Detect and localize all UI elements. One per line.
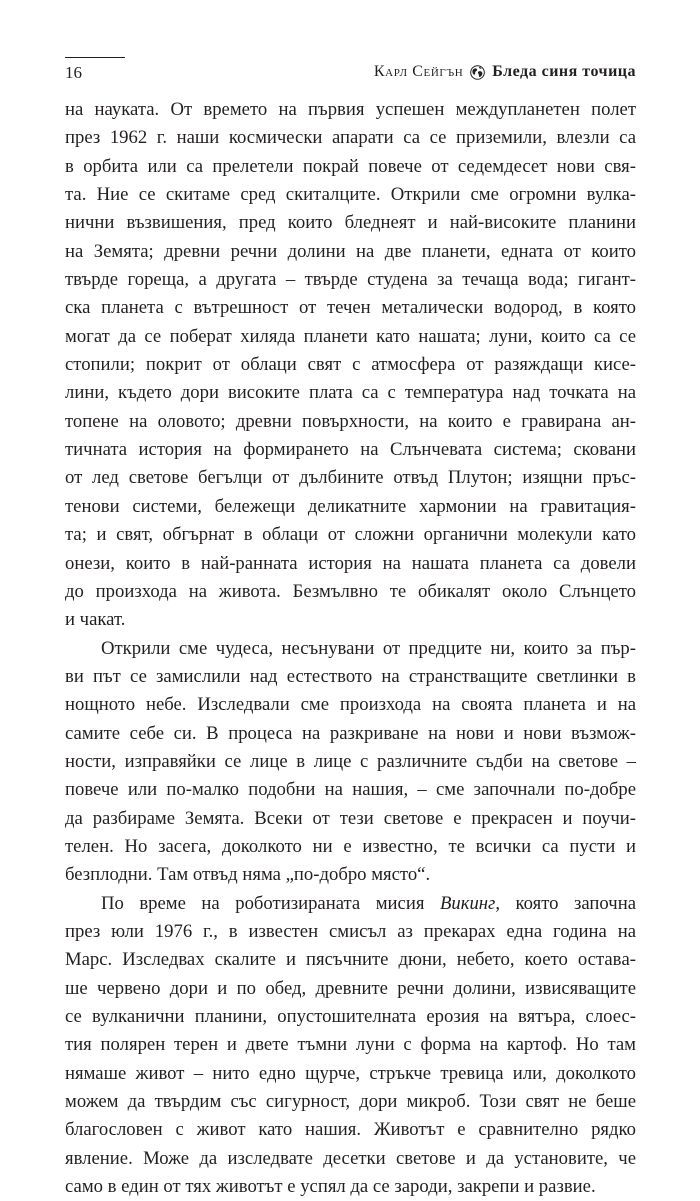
header-rule	[65, 57, 125, 58]
text-line: та; и свят, обгърнат в облаци от сложни органични молекули като	[65, 524, 636, 546]
paragraph	[65, 96, 636, 635]
text-line: лини, където дори високите плата са с температура над точката на	[65, 382, 636, 404]
text-line: топене на оловото; древни повърхности, на които е гравирана ан-	[65, 410, 636, 432]
text-line: да разбираме Земята. Всеки от тези светове е прекрасен и поучи-	[65, 807, 636, 829]
text-line: самите себе си. В процеса на разкриване на нови и нови възмож-	[65, 722, 636, 744]
body-text	[65, 96, 636, 1201]
text-line: могат да се поберат хиляда планети като нашата; луни, които са се	[65, 325, 636, 347]
book-title: Бледа синя точица	[492, 63, 636, 80]
text-line: през юли 1976 г., в известен смисъл аз прекарах една година на	[65, 920, 636, 942]
text-line: в орбита или са прелетели покрай повече от седемдесет нови свя-	[65, 155, 636, 177]
mission-name: Викинг	[439, 892, 496, 914]
text-line	[65, 890, 636, 918]
text-line: Марс. Изследвах скалите и пясъчните дюни, небето, което оставa-	[65, 949, 636, 971]
text-line: ви път се замислили над естеството на странстващите светлинки в	[65, 665, 636, 687]
text-line: можем да твърдим със сигурност, дори микроб. Този свят не беше	[65, 1091, 636, 1113]
text-line: благословен с живот като нашия. Животът е сравнително рядко	[65, 1119, 636, 1141]
paragraph	[65, 635, 636, 890]
text-line: тенови системи, бележещи деликатните хармонии на гравитация-	[65, 495, 636, 517]
text-line: ска планета с вътрешност от течен металически водород, в която	[65, 297, 636, 319]
text-line: нични възвишения, пред които бледнеят и най-високите планини	[65, 212, 636, 234]
text-line: повече или по-малко подобни на нашия, – сме започнали по-добре	[65, 779, 636, 801]
text-run: , която започна	[495, 892, 636, 914]
text-line: се вулканични планини, опустошителната ерозия на вятъра, слоес-	[65, 1006, 636, 1027]
author-name: Карл Сейгън	[373, 63, 464, 80]
text-line: Открили сме чудеса, несънувани от предците ни, които за пър-	[101, 637, 636, 659]
text-line: тия полярен терен и двете тъмни луни с форма на картоф. Но там	[65, 1034, 636, 1056]
text-line: нямаше живот – нито едно щурче, стръкче тревица или, доколкото	[65, 1062, 636, 1084]
text-line: през 1962 г. наши космически апарати са се приземили, влезли са	[65, 127, 636, 149]
text-line: ности, изправяйки се лице в лице с различните съдби на светове –	[65, 750, 636, 772]
paragraph	[65, 890, 636, 1201]
text-line: на Земята; древни речни долини на две планети, едната от които	[65, 240, 636, 262]
text-line: онези, които в най-ранната история на нашата планета са довели	[65, 552, 636, 574]
text-line: твърде гореща, а другата – твърде студена за течаща вода; гигант-	[65, 269, 636, 291]
text-line: до произхода на живота. Безмълвно те обикалят около Слънцето	[65, 580, 636, 602]
running-head	[374, 63, 636, 81]
text-line: само в един от тях животът е успял да се зароди, закрепи и развие.	[65, 1176, 596, 1198]
text-line: и чакат.	[65, 609, 126, 631]
text-line: тичната история на формирането на Слънчевата система; сковани	[65, 439, 636, 461]
text-line: ше червено дори и по обед, древните речни долини, извисяващите	[65, 977, 636, 999]
text-line: телен. Но засега, доколкото ни е известно, те всички са пусти и	[65, 835, 636, 857]
globe-icon	[470, 65, 485, 80]
text-line: на науката. От времето на първия успешен междупланетен полет	[65, 99, 636, 120]
text-line: от лед светове бегълци от дълбините отвъд Плутон; изящни пръс-	[65, 467, 636, 489]
text-line: стопили; покрит от облаци свят с атмосфера от разяждащи кисе-	[65, 354, 636, 376]
text-line: нощното небе. Изследвали сме произхода на своята планета и на	[65, 694, 636, 716]
text-line: явление. Може да изследвате десетки светове и да установите, че	[65, 1147, 636, 1169]
text-line: безплодни. Там отвъд няма „по-добро място“.	[65, 864, 431, 886]
text-line: та. Ние се скитаме сред скиталците. Открили сме огромни вулка-	[65, 184, 636, 206]
text-run: По време на роботизираната мисия	[101, 892, 440, 914]
running-header	[65, 55, 636, 87]
page-number: 16	[65, 63, 82, 82]
